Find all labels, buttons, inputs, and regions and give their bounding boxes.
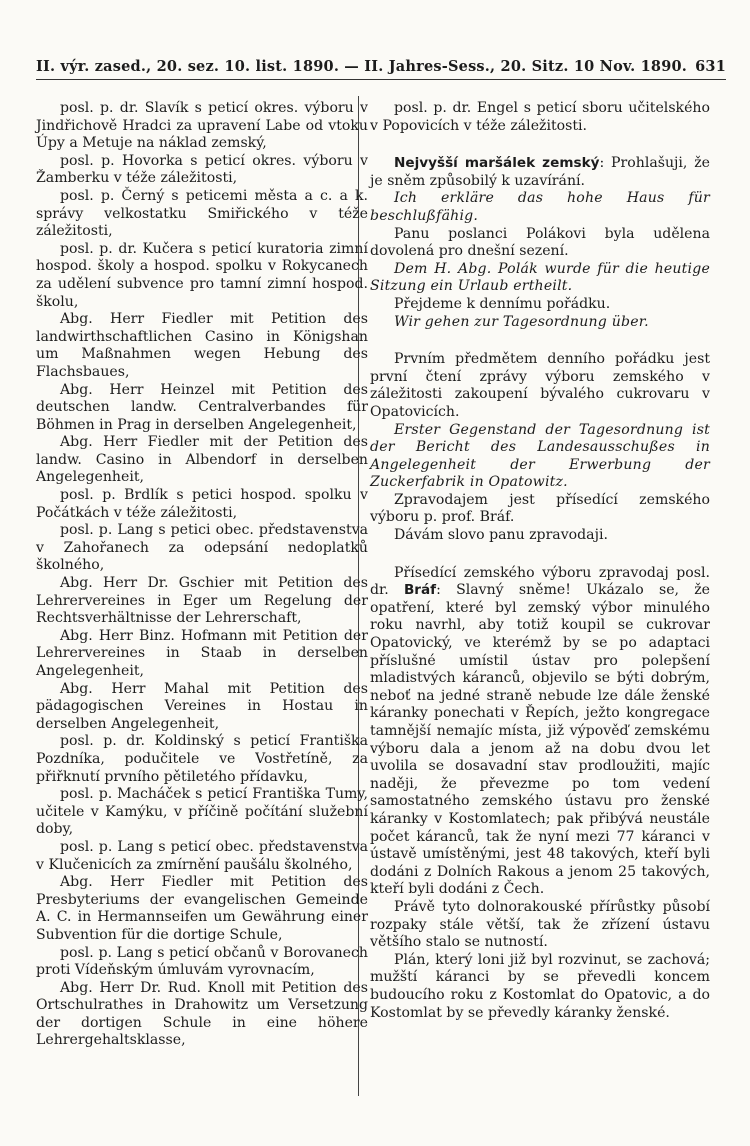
header-session-info: II. výr. zased., 20. sez. 10. list. 1890. — II. Jahres-Sess., 20. Sitz. 10 Nov. 1890. <box>36 58 688 75</box>
left-paragraph: posl. p. Hovorka s peticí okres. výboru v Žamberku v téže záležitosti, <box>36 152 368 187</box>
speaker-paragraph <box>370 155 710 190</box>
left-paragraph: Abg. Herr Fiedler mit Petition des landwirthschaftlichen Casino in Königshan um Maßnahmen wegen Hebung des Flachsbaues, <box>36 311 368 380</box>
right-paragraph: Plán, který loni již byl rozvinut, se zachová; mužští káranci by se převedli koncem budoucího roku z Kostomlat do Opatovic, a do Kostomlat by se převedly káranky ženské. <box>370 951 710 1021</box>
left-paragraph: posl. p. Lang s peticí občanů v Borovanech proti Vídeňským úmluvám vyrovnacím, <box>36 944 368 979</box>
right-paragraph: posl. p. dr. Engel s peticí sboru učitelského v Popovicích v téže záležitosti. <box>370 100 710 134</box>
left-paragraph: posl. p. Brdlík s petici hospod. spolku v Počátkách v téže záležitosti, <box>36 487 368 521</box>
left-paragraph: posl. p. Černý s peticemi města a c. a k. správy velkostatku Smiřického v téže záležitosti, <box>36 187 368 240</box>
right-paragraph: Dávám slovo panu zpravodaji. <box>394 527 608 544</box>
left-paragraph: Abg. Herr Dr. Gschier mit Petition des Lehrervereines in Eger um Regelung der Rechtsverhältnisse der Lehrerschaft, <box>36 575 368 627</box>
running-header <box>36 58 726 80</box>
left-paragraph: Abg. Herr Mahal mit Petition des pädagogischen Vereines in Hostau in derselben Angelegenheit, <box>36 680 368 732</box>
left-paragraph: Abg. Herr Fiedler mit der Petition des landw. Casino in Albendorf in derselben Angelegenheit, <box>36 434 368 486</box>
speaker-text: : Prohlašuji, že je sněm způsobilý k uzavírání. <box>370 155 710 189</box>
speaker-name: Nejvyšší maršálek zemský <box>394 155 600 172</box>
speaker-intro: Přísedící zemského výboru zpravodaj posl. dr. <box>370 564 710 599</box>
right-paragraph: Wir gehen zur Tagesordnung über. <box>394 313 649 330</box>
right-paragraph: Dem H. Abg. Polák wurde für die heutige Sitzung ein Urlaub ertheilt. <box>370 260 710 295</box>
left-paragraph: Abg. Herr Fiedler mit Petition des Presbyteriums der evangelischen Gemeinde A. C. in Hermannseifen um Gewährung einer Subvention für die dortige Schule, <box>36 874 368 943</box>
right-paragraph: Prvním předmětem denního pořádku jest první čtení zprávy výboru zemského v záležitosti zakoupení bývalého cukrovaru v Opatovicích. <box>370 351 710 420</box>
left-paragraph: Abg. Herr Heinzel mit Petition des deutschen landw. Centralverbandes für Böhmen in Prag in derselben Angelegenheit, <box>36 381 368 433</box>
right-column <box>370 100 710 1022</box>
left-column <box>36 100 368 1050</box>
left-paragraph: posl. p. Lang s petici obec. představenstva v Zahořanech za odepsání nedoplatků školného, <box>36 522 368 574</box>
page-number: 631 <box>695 58 726 75</box>
left-paragraph: Abg. Herr Binz. Hofmann mit Petition der Lehrervereines in Staab in derselben Angelegenheit, <box>36 627 368 679</box>
right-paragraph: Právě tyto dolnorakouské přírůstky působí rozpaky stále větší, tak že zřízení ústavu většího stalo se nutností. <box>370 898 710 951</box>
right-paragraph: Erster Gegenstand der Tagesordnung ist der Bericht des Landesausschußes in Angelegenheit der Erwerbung der Zuckerfabrik in Opatowitz. <box>370 421 710 491</box>
left-paragraph: posl. p. dr. Slavík s peticí okres. výboru v Jindřichově Hradci za upravení Labe od vtoku Úpy a Metuje na náklad zemský, <box>36 100 368 152</box>
left-paragraph: posl. p. dr. Koldinský s peticí Františka Pozdníka, podučitele ve Vostřetíně, za přiřknutí prvního pětiletého přídavku, <box>36 733 368 785</box>
left-paragraph: posl. p. dr. Kučera s peticí kuratoria zimní hospod. školy a hospod. spolku v Rokycanech za udělení subvence pro tamní zimní hospod. školu, <box>36 240 368 310</box>
right-paragraph: Zpravodajem jest přísedící zemského výboru p. prof. Bráf. <box>370 491 710 526</box>
right-paragraph: Ich erkläre das hohe Haus für beschlußfähig. <box>370 190 710 224</box>
speaker-name: Bráf <box>403 582 437 599</box>
left-paragraph: posl. p. Lang s peticí obec. představenstva v Klučenicích za zmírnění paušálu školného, <box>36 838 368 873</box>
left-paragraph: posl. p. Macháček s peticí Františka Tumy, učitele v Kamýku, v příčině počítání služební doby, <box>36 786 368 838</box>
right-paragraph: Panu poslanci Polákovi byla udělena dovolená pro dnešní sezení. <box>370 225 710 260</box>
left-paragraph: Abg. Herr Dr. Rud. Knoll mit Petition des Ortschulrathes in Drahowitz um Versetzung der dortigen Schule in eine höhere Lehrergehaltsklasse, <box>36 979 368 1049</box>
speaker-text: : Slavný sněme! Ukázalo se, že opatření, které byl zemský výbor minulého roku navrhl, aby totiž koupil se cukrovar Opatovický, ve kterémž by se po adaptaci příslušné umístil ústav pro polepšení mladistvých káranců, objevilo se býti dobrým, neboť na jedné straně nebude lze dále ženské káranky ponechati v Řepích, ježto kongregace tamnější nemajíc místa, již výpověď zemskému výboru dala a jenom až na dobu dvou let uvolila se dosavadní stav prodloužiti, majíc naději, že převezme po tom vedení samostatného zemského ústavu pro ženské káranky v Kostomlatech; pak přibývá neustále počet káranců, tak že nyní mezi 77 káranci v ústavě umístěnými, jest 48 takových, kteří byli dodáni z Dolních Rakous a jenom 25 takových, kteří byli dodáni z Čech. <box>370 582 710 898</box>
speaker-paragraph <box>370 565 710 899</box>
right-paragraph: Přejdeme k dennímu pořádku. <box>394 295 611 312</box>
